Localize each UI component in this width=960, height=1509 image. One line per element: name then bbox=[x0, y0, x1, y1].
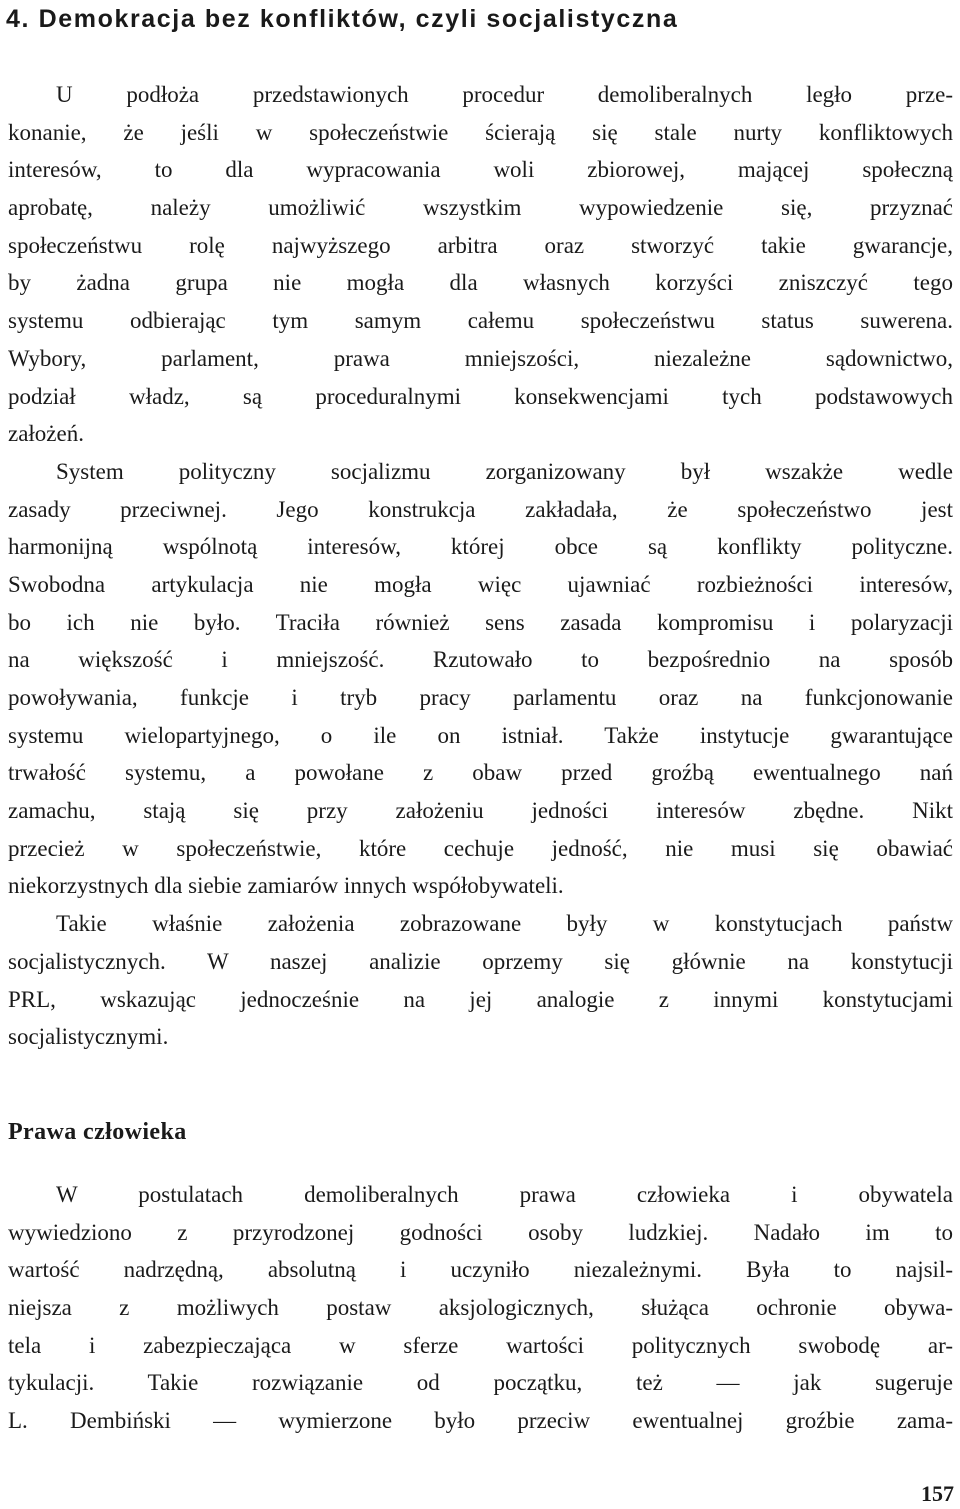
text-line: wartość nadrzędną, absolutną i uczyniło niezależnymi. Była to najsil- bbox=[8, 1257, 953, 1283]
text-line: Wybory, parlament, prawa mniejszości, niezależne sądownictwo, bbox=[8, 345, 953, 371]
text-line: Swobodna artykulacja nie mogła więc ujawniać rozbieżności interesów, bbox=[8, 571, 953, 597]
text-line: bo ich nie było. Traciła również sens zasada kompromisu i polaryzacji bbox=[8, 609, 953, 635]
text-line: systemu odbierając tym samym całemu społeczeństwu status suwerena. bbox=[8, 308, 953, 334]
text-line: Takie właśnie założenia zobrazowane były w konstytucjach państw bbox=[56, 911, 953, 937]
chapter-title: 4. Demokracja bez konfliktów, czyli socjalistyczna bbox=[6, 5, 679, 33]
text-line: powoływania, funkcje i tryb pracy parlamentu oraz na funkcjonowanie bbox=[8, 685, 953, 710]
page-number: 157 bbox=[921, 1481, 954, 1506]
text-line: systemu wielopartyjnego, o ile on istniał. Także instytucje gwarantujące bbox=[8, 722, 953, 748]
text-line: wywiedziono z przyrodzonej godności osoby ludzkiej. Nadało im to bbox=[8, 1219, 953, 1245]
text-line: tela i zabezpieczająca w sferze wartości politycznych swobodę ar- bbox=[8, 1332, 953, 1358]
text-line: zamachu, stają się przy założeniu jedności interesów zbędne. Nikt bbox=[8, 798, 953, 824]
text-line: niekorzystnych dla siebie zamiarów innych współobywateli. bbox=[8, 873, 564, 899]
text-line: na większość i mniejszość. Rzutowało to bezpośrednio na sposób bbox=[8, 647, 953, 673]
text-line: konanie, że jeśli w społeczeństwie ścierają się stale nurty konfliktowych bbox=[8, 119, 953, 145]
text-line: tykulacji. Takie rozwiązanie od początku, też — jak sugeruje bbox=[8, 1370, 953, 1396]
subsection-body bbox=[8, 1176, 953, 1440]
text-line: socjalistycznych. W naszej analizie oprzemy się głównie na konstytucji bbox=[8, 948, 953, 974]
text-line: L. Dembiński — wymierzone było przeciw ewentualnej groźbie zama- bbox=[8, 1408, 953, 1434]
text-line: aprobatę, należy umożliwić wszystkim wypowiedzenie się, przyznać bbox=[8, 195, 953, 221]
text-line: zasady przeciwnej. Jego konstrukcja zakładała, że społeczeństwo jest bbox=[8, 496, 953, 522]
text-line: W postulatach demoliberalnych prawa człowieka i obywatela bbox=[56, 1182, 953, 1207]
text-line: założeń. bbox=[8, 421, 84, 447]
text-line: podział władz, są proceduralnymi konsekwencjami tych podstawowych bbox=[8, 383, 953, 409]
text-line: by żadna grupa nie mogła dla własnych korzyści zniszczyć tego bbox=[8, 270, 953, 296]
text-line: harmonijną wspólnotą interesów, której obce są konflikty polityczne. bbox=[8, 534, 953, 560]
text-line: niejsza z możliwych postaw aksjologicznych, służąca ochronie obywa- bbox=[8, 1295, 953, 1321]
text-line: System polityczny socjalizmu zorganizowany był wszakże wedle bbox=[56, 458, 953, 484]
text-line: przecież w społeczeństwie, które cechuje jedność, nie musi się obawiać bbox=[8, 835, 953, 861]
text-line: socjalistycznymi. bbox=[8, 1024, 169, 1050]
subsection-title: Prawa człowieka bbox=[8, 1119, 187, 1145]
section-body bbox=[8, 76, 953, 1056]
text-line: społeczeństwu rolę najwyższego arbitra oraz stworzyć takie gwarancje, bbox=[8, 232, 953, 258]
text-line: trwałość systemu, a powołane z obaw przed groźbą ewentualnego nań bbox=[8, 760, 953, 786]
text-line: U podłoża przedstawionych procedur demoliberalnych legło prze- bbox=[56, 82, 953, 107]
text-line: PRL, wskazując jednocześnie na jej analogie z innymi konstytucjami bbox=[8, 986, 953, 1012]
text-line: interesów, to dla wypracowania woli zbiorowej, mającej społeczną bbox=[8, 157, 953, 183]
